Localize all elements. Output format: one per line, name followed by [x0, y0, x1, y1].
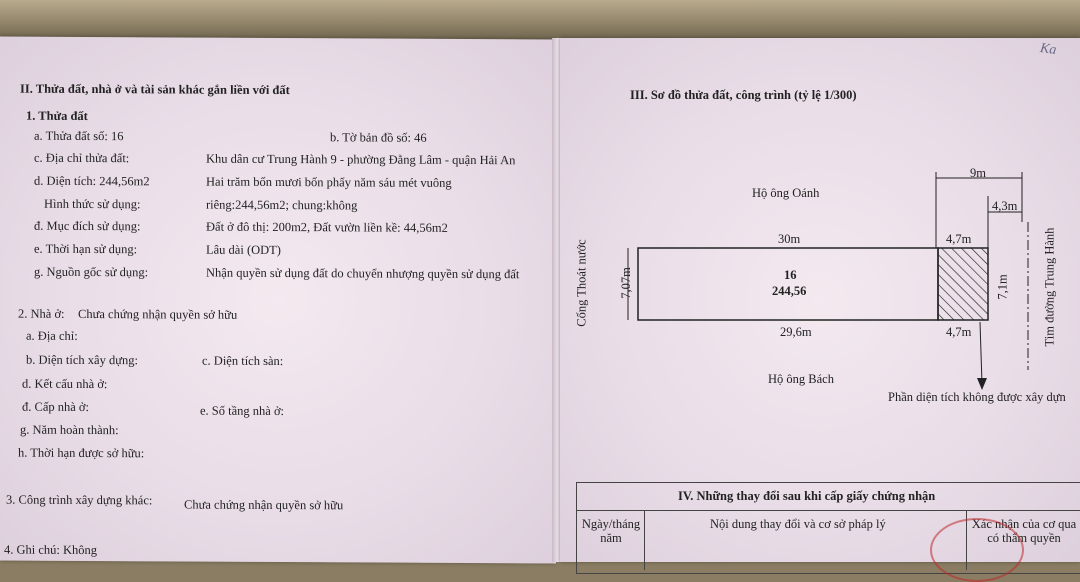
house-heading: 2. Nhà ở:: [18, 306, 65, 321]
dimension-30m: 30m: [778, 232, 801, 246]
parcel-area-label: 244,56: [772, 284, 807, 298]
dimension-4-7m-top: 4,7m: [946, 232, 972, 246]
dimension-7-07m: 7,07m: [618, 267, 633, 299]
house-floors: e. Số tầng nhà ở:: [200, 403, 285, 419]
parcel-number-label: 16: [784, 268, 797, 282]
note-arrow-head: [977, 378, 987, 390]
parcel-number: a. Thửa đất số: 16: [34, 128, 124, 144]
origin-label: g. Nguồn gốc sử dụng:: [34, 264, 149, 280]
north-neighbor: Hộ ông Oánh: [752, 186, 820, 200]
address-label: c. Địa chỉ thửa đất:: [34, 150, 130, 166]
house-built-area: b. Diện tích xây dựng:: [26, 352, 138, 368]
south-neighbor: Hộ ông Bách: [768, 372, 834, 386]
note: 4. Ghi chú: Không: [4, 542, 98, 558]
house-structure: d. Kết cấu nhà ở:: [22, 376, 108, 392]
section-title: II. Thửa đất, nhà ở và tài sản khác gắn liền với đất: [20, 81, 290, 98]
usage-form-label: Hình thức sử dụng:: [44, 196, 141, 212]
house-floor-area: c. Diện tích sàn:: [202, 353, 284, 369]
house-address: a. Địa chỉ:: [26, 328, 78, 343]
changes-title: IV. Những thay đổi sau khi cấp giấy chứng nhận: [678, 489, 936, 503]
purpose-value: Đất ở đô thị: 200m2, Đất vườn liền kề: 44,56m2: [206, 219, 448, 235]
other-works-value: Chưa chứng nhận quyền sở hữu: [184, 497, 344, 513]
address-value: Khu dân cư Trung Hành 9 - phường Đằng Lâm - quận Hải An: [206, 151, 516, 168]
dimension-29-6m: 29,6m: [780, 325, 812, 339]
house-ownership-term: h. Thời hạn được sở hữu:: [18, 445, 145, 461]
term-label: e. Thời hạn sử dụng:: [34, 241, 138, 257]
table-col-divider-1: [644, 510, 645, 570]
area-label: d. Diện tích: 244,56m2: [34, 173, 150, 189]
table-header-divider: [576, 510, 1080, 511]
no-build-area: [938, 248, 988, 320]
red-stamp: [930, 518, 1024, 582]
dimension-9m: 9m: [970, 166, 986, 180]
west-label: Cống Thoát nước: [574, 239, 589, 327]
east-label: Tim đường Trung Hành: [1042, 227, 1057, 347]
handwritten-mark: Ka: [1039, 40, 1058, 59]
purpose-label: đ. Mục đích sử dụng:: [34, 218, 141, 234]
origin-value: Nhận quyền sử dụng đất do chuyển nhượng quyền sử dụng đất: [206, 265, 520, 282]
map-sheet-number: b. Tờ bản đồ số: 46: [330, 130, 427, 145]
house-grade: đ. Cấp nhà ở:: [22, 399, 90, 415]
area-value: Hai trăm bốn mươi bốn phẩy năm sáu mét vuông: [206, 174, 452, 190]
col-date-header: Ngày/tháng năm: [581, 517, 641, 545]
dimension-4-7m-bottom: 4,7m: [946, 325, 972, 339]
note-arrow-line: [980, 322, 982, 384]
land-heading: 1. Thửa đất: [26, 108, 88, 124]
col-content-header: Nội dung thay đổi và cơ sở pháp lý: [710, 517, 886, 531]
other-works-label: 3. Công trình xây dựng khác:: [6, 492, 153, 508]
dimension-4-3m: 4,3m: [992, 199, 1018, 213]
usage-form-value: riêng:244,56m2; chung:không: [206, 197, 358, 213]
col-confirm-header: Xác nhận của cơ qua có thẩm quyền: [971, 517, 1077, 545]
house-completion-year: g. Năm hoàn thành:: [20, 422, 119, 438]
house-status: Chưa chứng nhận quyền sở hữu: [78, 306, 238, 322]
no-build-note: Phần diện tích không được xây dựn: [888, 390, 1066, 404]
diagram-title: III. Sơ đồ thửa đất, công trình (tỷ lệ 1/300): [630, 88, 857, 102]
dimension-7-1m: 7,1m: [995, 274, 1010, 300]
term-value: Lâu dài (ODT): [206, 242, 281, 258]
